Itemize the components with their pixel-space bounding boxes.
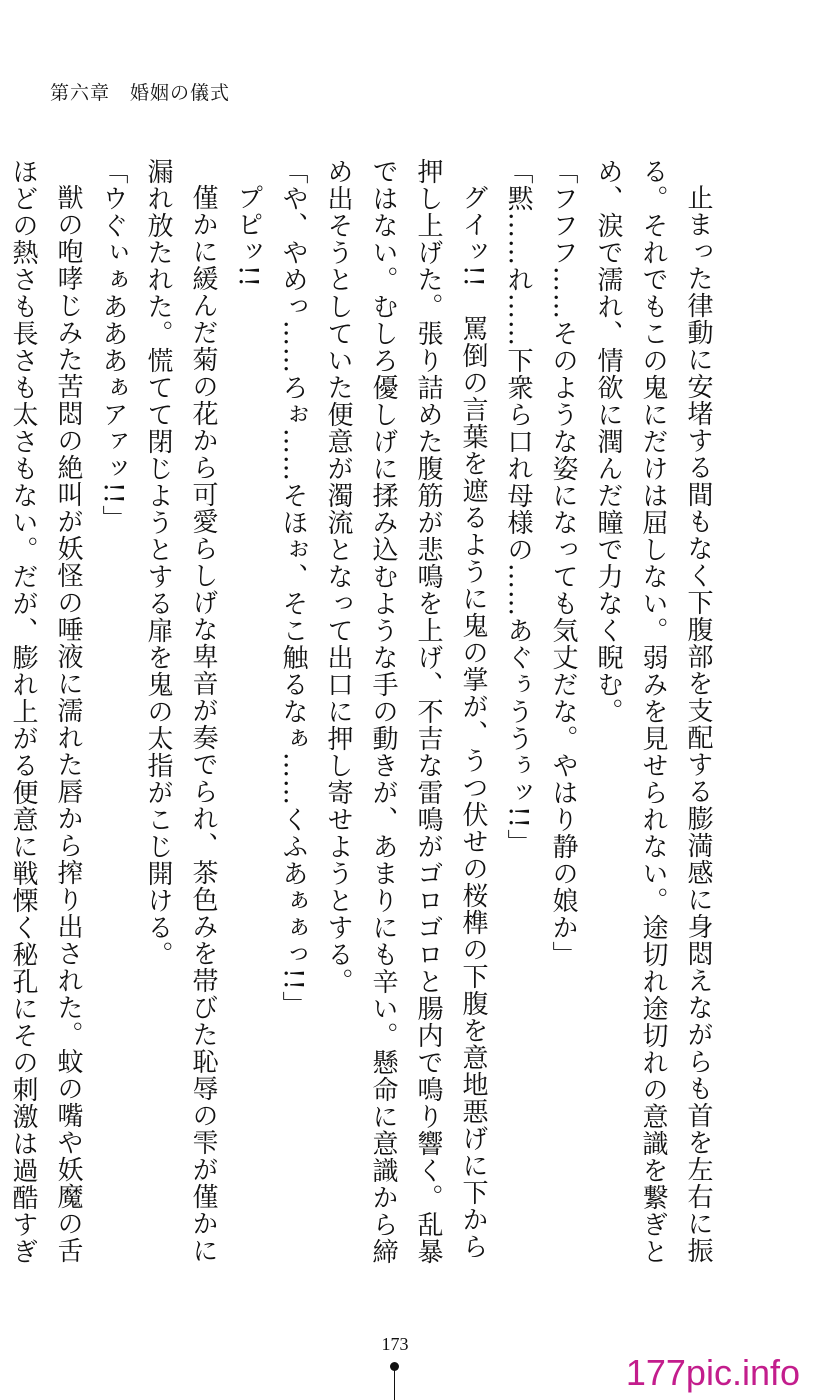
dialogue-line: 「ウぐぃぁあああぁアァッ!!」 — [98, 158, 128, 532]
body-text — [8, 158, 720, 1278]
dialogue-line: 「フフフ……そのような姿になっても気丈だな。やはり静の娘か」 — [548, 158, 578, 968]
paragraph: 止まった律動に安堵する間もなく下腹部を支配する膨満感に身悶えながらも首を左右に振る。それでもこの鬼にだけは屈しない。弱みを見せられない。途切れ途切れの意識を繋ぎとめ、涙で濡れ、情欲に潤んだ瞳で力なく睨む。 — [593, 158, 713, 1265]
paragraph: 獣の咆哮じみた苦悶の絶叫が妖怪の唾液に濡れた唇から搾り出された。蚊の嘴や妖魔の舌ほどの熱さも長さも太さもない。だが、膨れ上がる便意に戦慄く秘孔にその刺激は過酷すぎ — [8, 158, 83, 1265]
dialogue-line: 「黙……れ……下衆ら口れ母様の……あぐぅううぅッ!!」 — [503, 158, 533, 856]
page-marker-line — [394, 1370, 395, 1400]
watermark: 177pic.info — [625, 1352, 800, 1393]
dialogue-line: 「や、やめっ……ろぉ……そほぉ、そこ触るなぁ……くふあぁぁっ!!」 — [278, 158, 308, 1018]
paragraph: 僅かに緩んだ菊の花から可愛らしげな卑音が奏でられ、茶色みを帯びた恥辱の雫が僅かに漏れ放たれた。慌てて閉じようとする扉を鬼の太指がこじ開ける。 — [143, 158, 218, 1264]
page-number: 173 — [381, 1334, 409, 1354]
paragraph: グイッ!! 罵倒の言葉を遮るように鬼の掌が、うつ伏せの桜榫の下腹を意地悪げに下から押し上げた。張り詰めた腹筋が悲鳴を上げ、不吉な雷鳴がゴロゴロと腸内で鳴り響く。乱暴ではない。むしろ優しげに揉み込むような手の動きが、あまりにも辛い。懸命に意識から締め出そうとしていた便意が濁流となって出口に押し寄せようとする。 — [323, 158, 488, 1265]
chapter-header: 第六章 婚姻の儀式 — [50, 82, 231, 104]
sound-effect-line: プピッ!! — [233, 184, 263, 288]
